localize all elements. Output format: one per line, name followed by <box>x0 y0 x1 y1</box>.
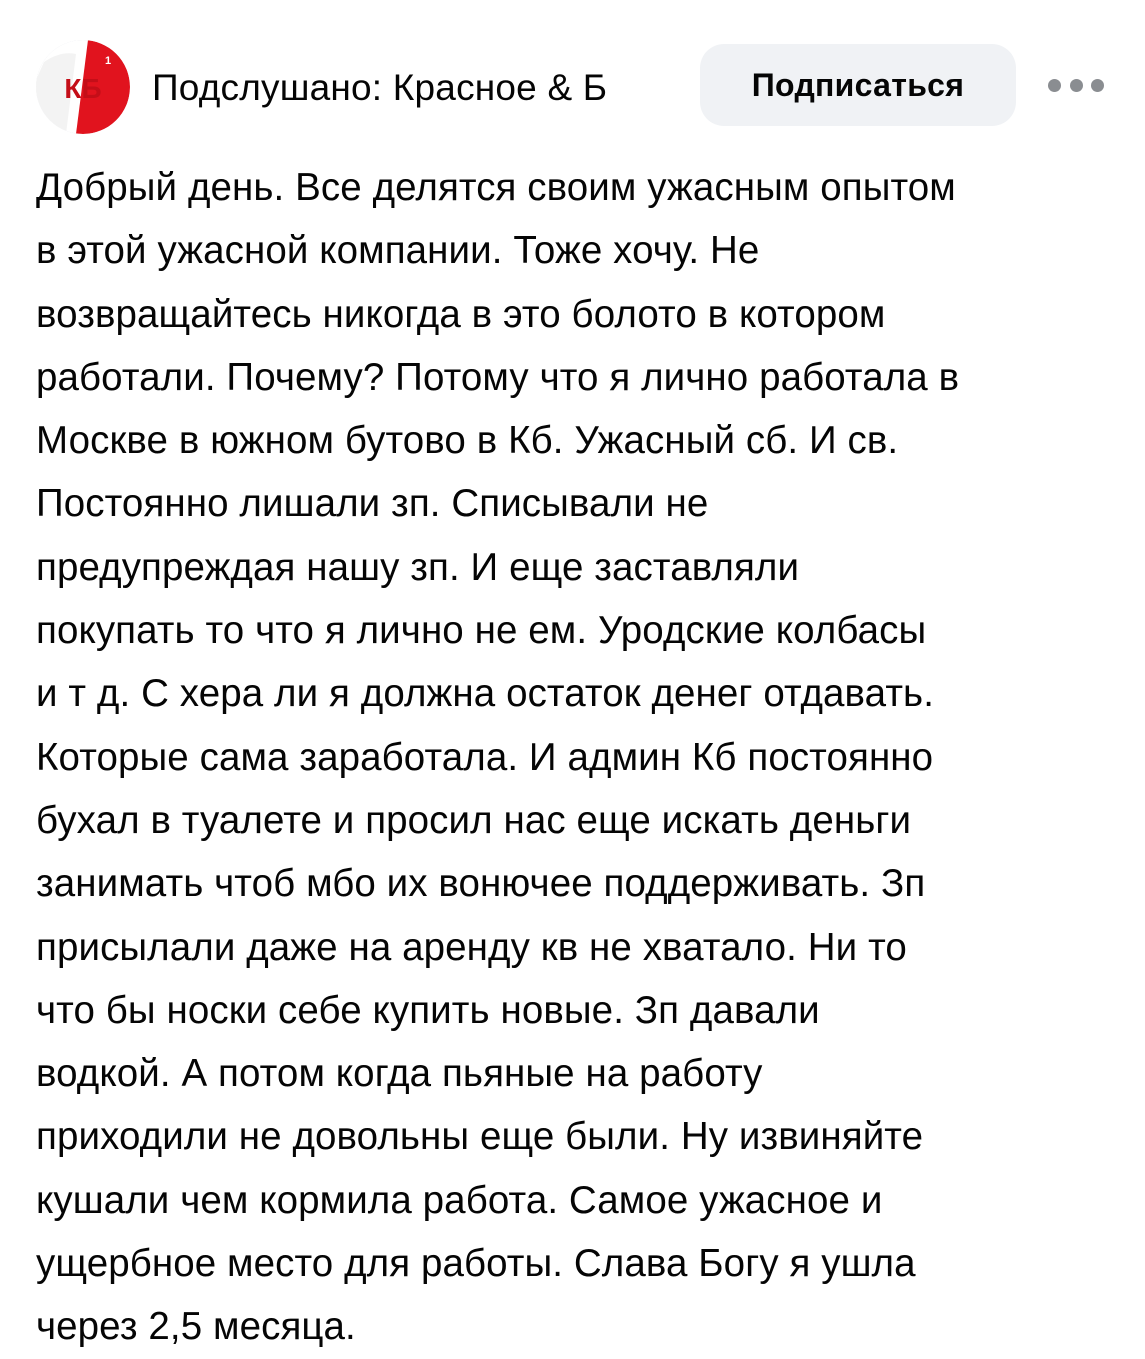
post-line: занимать чтоб мбо их вонючее поддерживать. Зп <box>36 862 926 906</box>
post-line: присылали даже на аренду кв не хватало. Ни то <box>36 925 907 969</box>
post-header <box>0 0 1145 160</box>
page-name-container[interactable] <box>152 62 682 114</box>
post-line: предупреждая нашу зп. И еще заставляли <box>36 545 800 589</box>
avatar-badge: 1 <box>104 55 112 67</box>
kb-logo-icon <box>36 40 130 134</box>
post-line: работали. Почему? Потому что я лично работала в <box>36 355 960 399</box>
post-line: водкой. А потом когда пьяные на работу <box>36 1052 763 1096</box>
post-line: возвращайтесь никогда в это болото в котором <box>36 292 886 336</box>
post-line: и т д. С хера ли я должна остаток денег отдавать. <box>36 672 935 716</box>
more-dot <box>1048 79 1061 92</box>
post-line: кушали чем кормила работа. Самое ужасное и <box>36 1178 883 1222</box>
post-line: покупать то что я лично не ем. Уродские колбасы <box>36 609 927 653</box>
post-line: Которые сама заработала. И админ Кб постоянно <box>36 735 934 779</box>
page-name-fade <box>612 62 682 114</box>
more-dot <box>1091 79 1104 92</box>
post-line: бухал в туалете и просил нас еще искать деньги <box>36 798 912 842</box>
page-name[interactable]: Подслушано: Красное & Б <box>152 67 608 108</box>
post-line: ущербное место для работы. Слава Богу я ушла <box>36 1242 916 1286</box>
post-line: через 2,5 месяца. <box>36 1305 356 1349</box>
more-dot <box>1070 79 1083 92</box>
avatar-text: КБ <box>64 73 102 104</box>
subscribe-button[interactable]: Подписаться <box>700 44 1016 126</box>
post-line: Москве в южном бутово в Кб. Ужасный сб. И св. <box>36 419 899 463</box>
page-avatar[interactable] <box>36 40 130 134</box>
post-line: в этой ужасной компании. Тоже хочу. Не <box>36 229 760 273</box>
post-line: что бы носки себе купить новые. Зп давали <box>36 988 820 1032</box>
post-line: Постоянно лишали зп. Списывали не <box>36 482 709 526</box>
post-body <box>36 156 1121 1359</box>
more-options-icon[interactable] <box>1048 70 1104 100</box>
post-line: Добрый день. Все делятся своим ужасным опытом <box>36 166 956 209</box>
post-line: приходили не довольны еще были. Ну извиняйте <box>36 1115 924 1159</box>
